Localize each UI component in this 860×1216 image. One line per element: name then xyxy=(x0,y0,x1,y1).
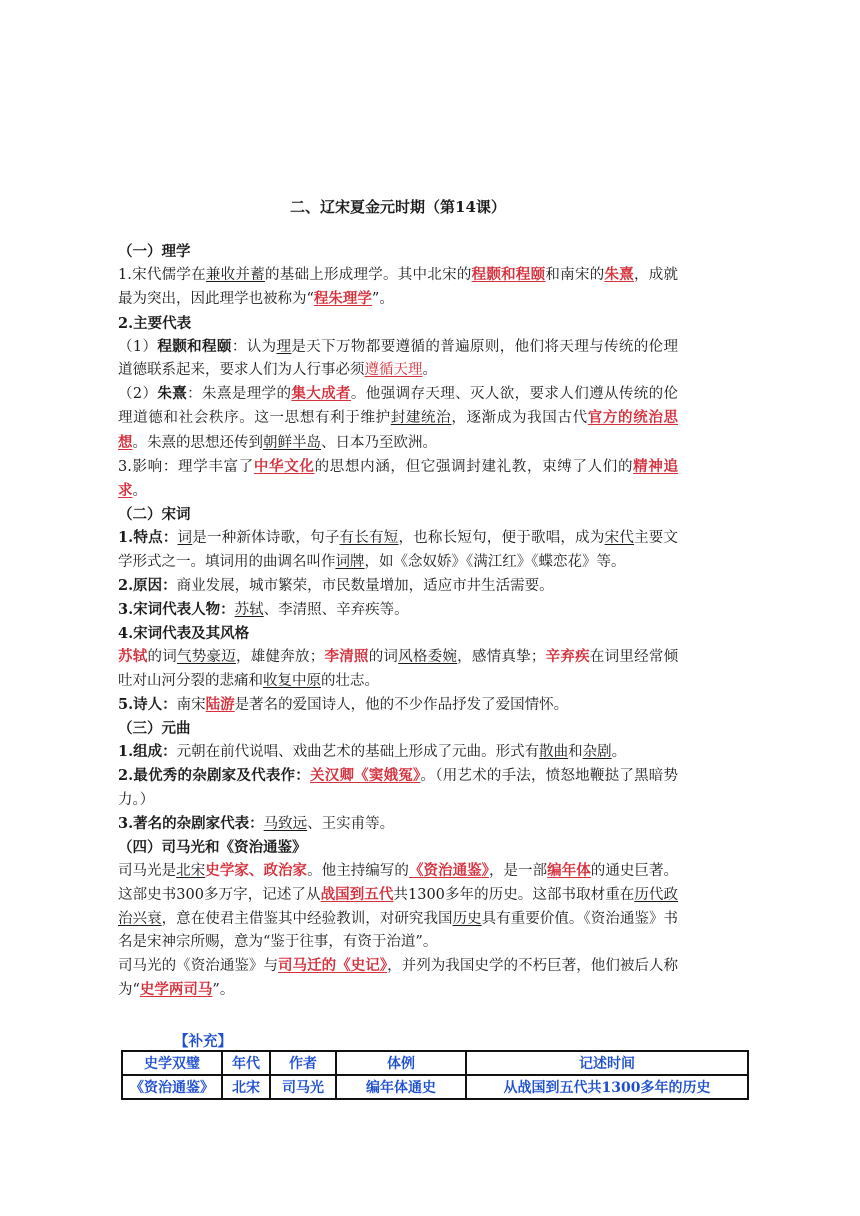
section-heading-songci: （二）宋词 xyxy=(118,506,191,524)
supplement-label: 【补充】 xyxy=(174,1033,232,1050)
table-header-cell: 作者 xyxy=(270,1051,336,1075)
table-row xyxy=(122,1075,748,1099)
table-cell: 编年体通史 xyxy=(336,1075,466,1099)
paragraph: 3.宋词代表人物：苏轼、李清照、辛弃疾等。 xyxy=(118,601,409,619)
paragraph: （2）朱熹：朱熹是理学的集大成者。他强调存天理、灭人欲，要求人们遵从传统的伦理道德和社会秩序。这一思想有利于维护封建统治，逐渐成为我国古代官方的统治思想。朱熹的思想还传到朝鲜半岛、日本乃至欧洲。 xyxy=(118,385,679,451)
summary-table xyxy=(121,1050,749,1100)
table-cell: 北宋 xyxy=(222,1075,270,1099)
subheading: 2.主要代表 xyxy=(118,314,192,332)
document-body xyxy=(118,240,678,1003)
table-cell: 《资治通鉴》 xyxy=(122,1075,222,1099)
paragraph: 1.特点：词是一种新体诗歌，句子有长有短，也称长短句，便于歌唱，成为宋代主要文学形式之一。填词用的曲调名叫作词牌，如《念奴娇》《满江红》《蝶恋花》等。 xyxy=(118,529,679,570)
paragraph: 3.影响：理学丰富了中华文化的思想内涵，但它强调封建礼教，束缚了人们的精神追求。 xyxy=(118,457,678,500)
paragraph: 3.著名的杂剧家代表：马致远、王实甫等。 xyxy=(118,814,395,832)
paragraph: 2.原因：商业发展，城市繁荣，市民数量增加，适应市井生活需要。 xyxy=(118,576,554,594)
paragraph: 2.最优秀的杂剧家及代表作：关汉卿《窦娥冤》。（用艺术的手法，愤怒地鞭挞了黑暗势力。） xyxy=(118,767,679,808)
paragraph: 1.组成：元朝在前代说唱、戏曲艺术的基础上形成了元曲。形式有散曲和杂剧。 xyxy=(118,743,627,761)
table-header-cell: 体例 xyxy=(336,1051,466,1075)
table-cell: 从战国到五代共1300多年的历史 xyxy=(466,1075,748,1099)
table-header-cell: 记述时间 xyxy=(466,1051,748,1075)
paragraph: 司马光是北宋史学家、政治家。他主持编写的《资治通鉴》，是一部编年体的通史巨著。这部史书300多万字，记述了从战国到五代共1300多年的历史。这部书取材重在历代政治兴衰，意在使君主借鉴其中经验教训，对研究我国历史具有重要价值。《资治通鉴》书名是宋神宗所赐，意为“鉴于往事，有资于治道”。 xyxy=(118,862,679,950)
table-cell: 司马光 xyxy=(270,1075,336,1099)
page-title: 二、辽宋夏金元时期（第14课） xyxy=(290,198,506,216)
table-header-cell: 史学双璧 xyxy=(122,1051,222,1075)
subheading: 4.宋词代表及其风格 xyxy=(118,625,250,643)
section-heading-yuanqu: （三）元曲 xyxy=(118,720,191,738)
section-heading-lixue: （一）理学 xyxy=(118,243,191,260)
paragraph: 司马光的《资治通鉴》与司马迁的《史记》，并列为我国史学的不朽巨著，他们被后人称为“史学两司马”。 xyxy=(118,957,679,999)
paragraph: （1）程颢和程颐：认为理是天下万物都要遵循的普遍原则，他们将天理与传统的伦理道德联系起来，要求人们为人行事必须遵循天理。 xyxy=(118,337,679,379)
table-header-row xyxy=(122,1051,748,1075)
paragraph: 5.诗人：南宋陆游是著名的爱国诗人，他的不少作品抒发了爱国情怀。 xyxy=(118,695,569,713)
section-heading-simaguang: （四）司马光和《资治通鉴》 xyxy=(118,839,307,857)
paragraph: 1.宋代儒学在兼收并蓄的基础上形成理学。其中北宋的程颢和程颐和南宋的朱熹，成就最为突出，因此理学也被称为“程朱理学”。 xyxy=(118,266,679,308)
table-header-cell: 年代 xyxy=(222,1051,270,1075)
paragraph: 苏轼的词气势豪迈，雄健奔放；李清照的词风格委婉，感情真挚；辛弃疾在词里经常倾吐对山河分裂的悲痛和收复中原的壮志。 xyxy=(118,648,679,689)
